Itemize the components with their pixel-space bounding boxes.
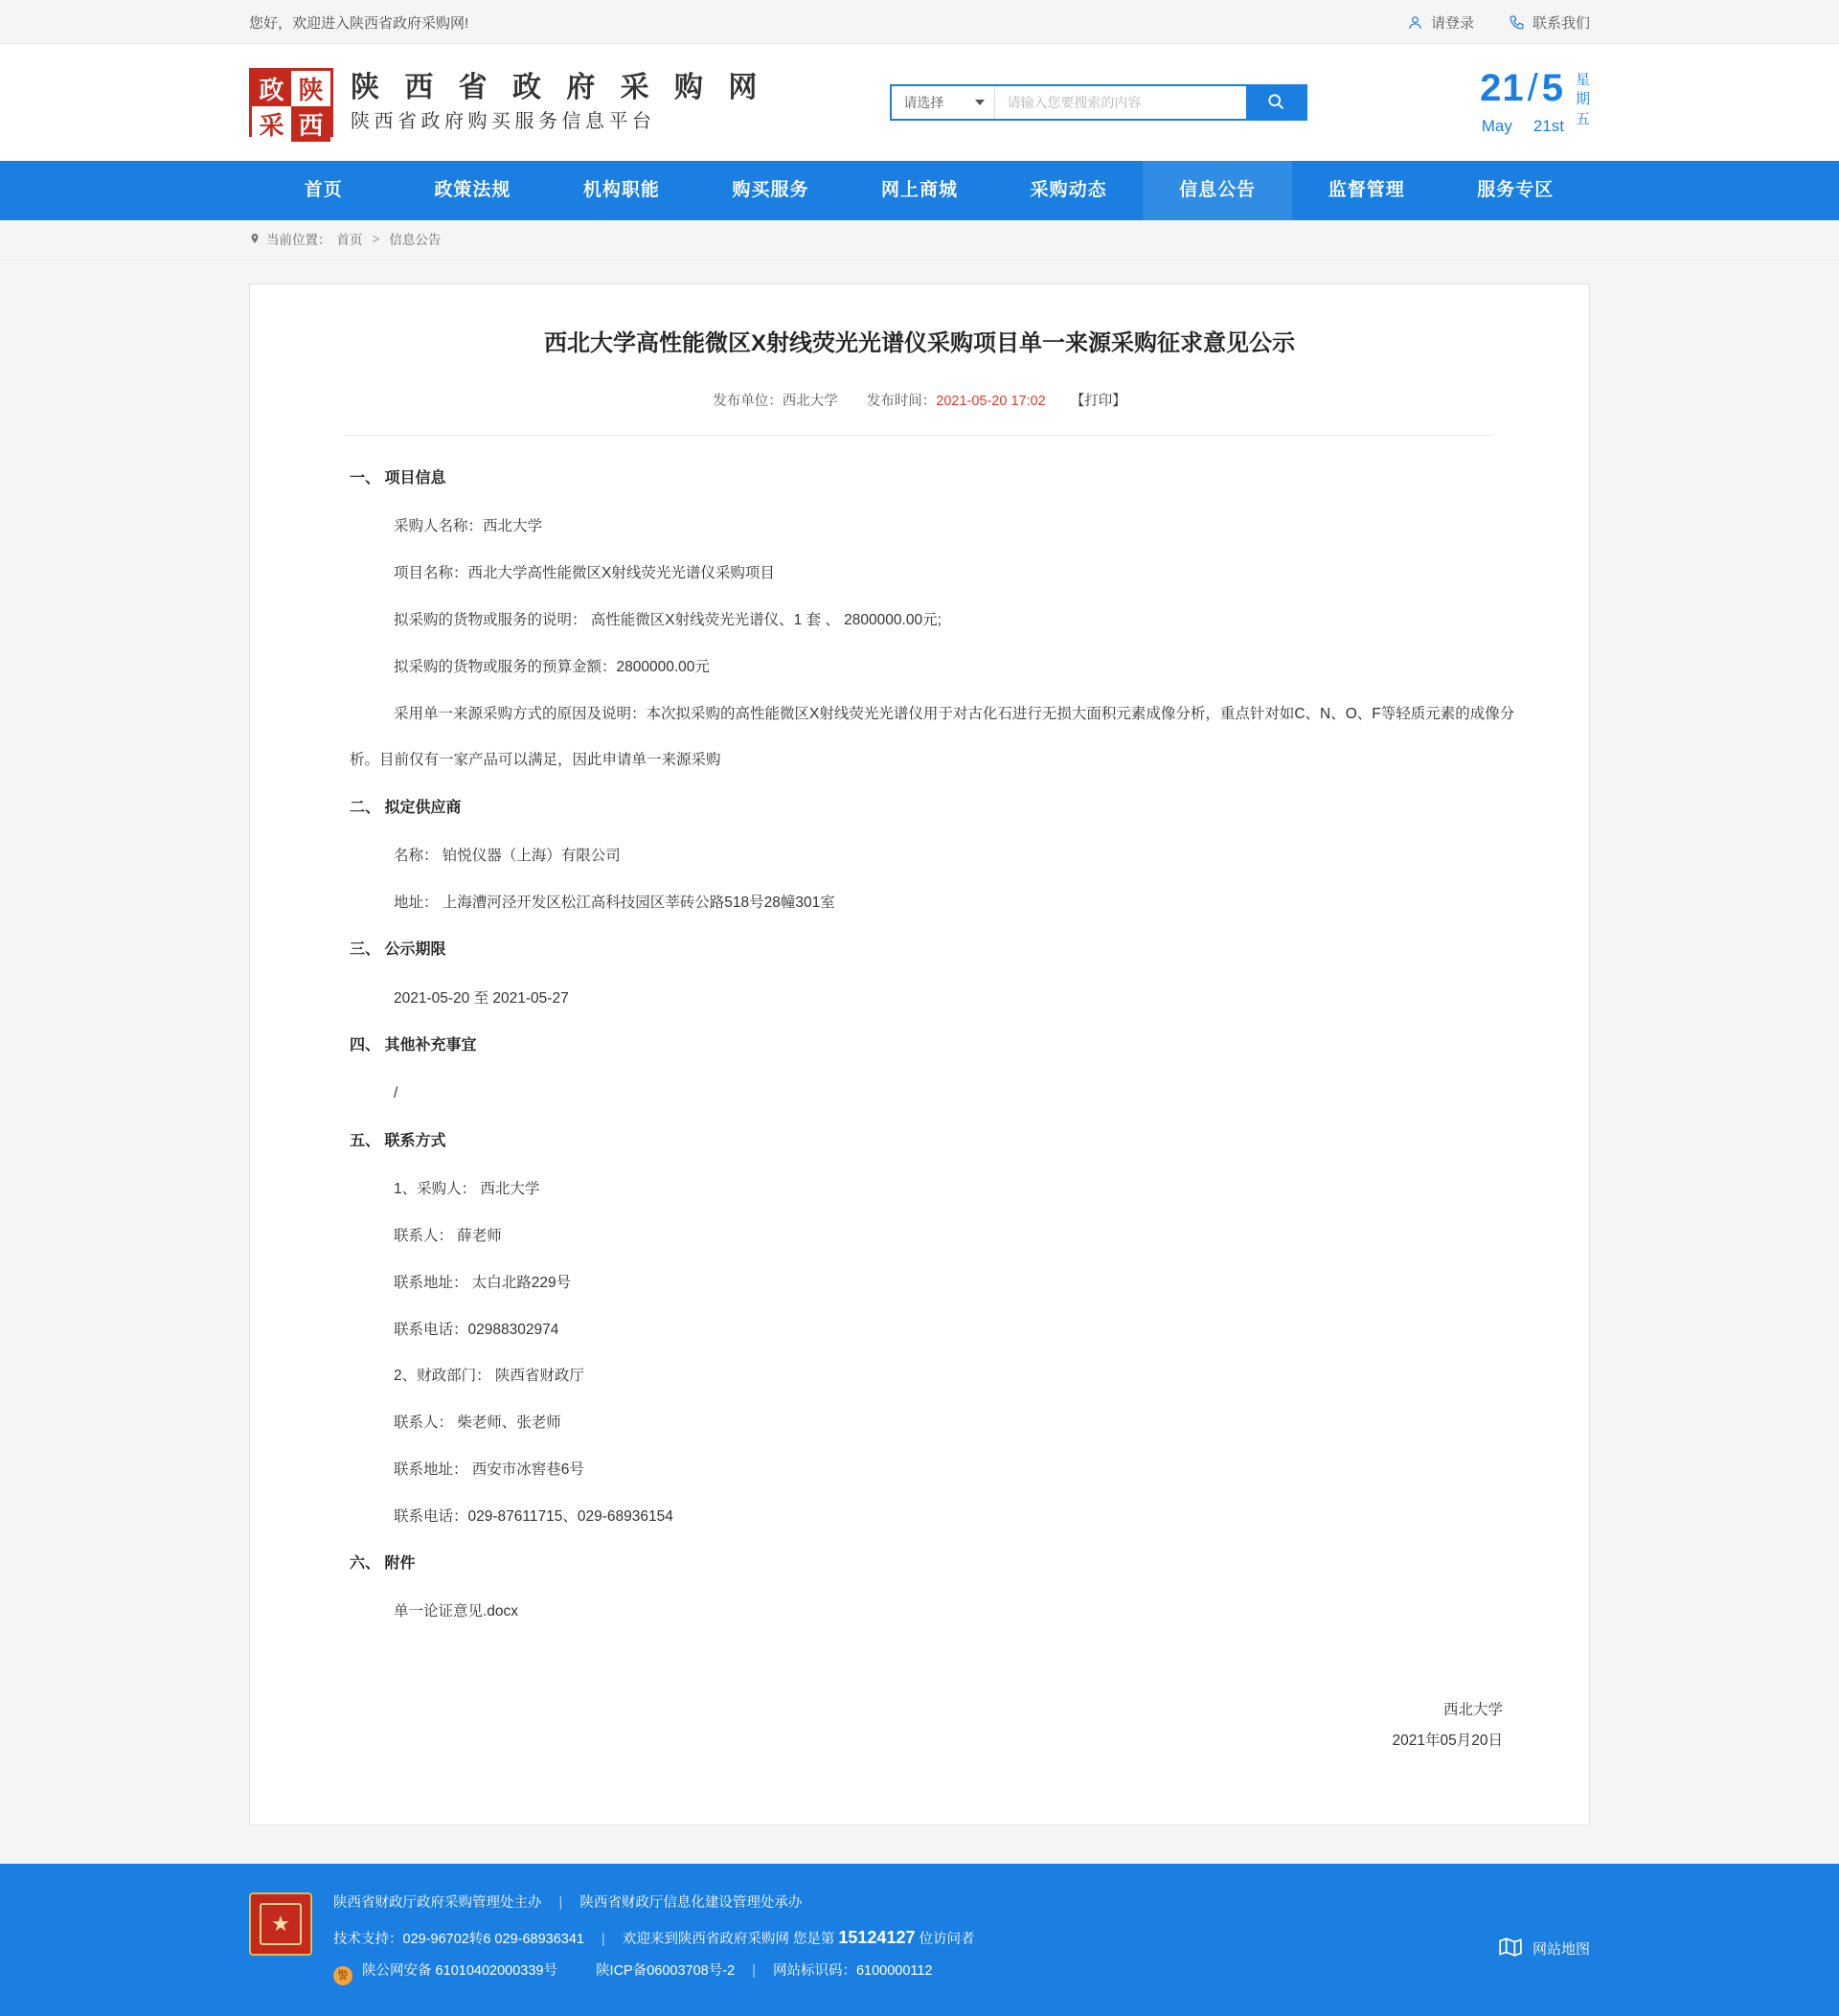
date-month-num: 5 xyxy=(1541,67,1564,109)
contact-label: 联系我们 xyxy=(1532,14,1590,32)
user-icon xyxy=(1407,14,1423,31)
section-5-line-6: 联系人： 柴老师、张老师 xyxy=(394,1415,561,1432)
article-card xyxy=(249,283,1590,1825)
signature-org: 西北大学 xyxy=(1442,1701,1503,1718)
search-area xyxy=(890,84,1307,121)
top-bar xyxy=(0,0,1839,44)
logo-char-1: 政 xyxy=(252,71,291,106)
section-5-line-3: 联系地址： 太白北路229号 xyxy=(394,1274,572,1291)
search-category-label: 请选择 xyxy=(903,95,944,110)
article-signature xyxy=(307,1695,1532,1757)
publisher-value: 西北大学 xyxy=(782,394,838,409)
footer-co-organizer: 陕西省财政厅信息化建设管理处承办 xyxy=(579,1894,803,1911)
section-5-line-1: 1、采购人： 西北大学 xyxy=(394,1181,540,1198)
nav-item-announcements[interactable]: 信息公告 xyxy=(1143,161,1292,220)
section-5-line-4: 联系电话：02988302974 xyxy=(394,1321,559,1338)
phone-icon xyxy=(1509,14,1525,31)
section-2-line-2: 地址： 上海漕河泾开发区松江高科技园区莘砖公路518号28幢301室 xyxy=(394,894,835,911)
footer-icp[interactable]: 陕ICP备06003708号-2 xyxy=(596,1963,736,1980)
divider xyxy=(346,435,1493,436)
date-weekday: 星 期 五 xyxy=(1575,72,1590,127)
sitemap-label: 网站地图 xyxy=(1532,1941,1590,1959)
footer-support: 技术支持：029-96702转6 029-68936341 xyxy=(333,1931,584,1947)
search-button[interactable] xyxy=(1246,86,1305,119)
location-pin-icon xyxy=(249,232,261,245)
map-icon xyxy=(1496,1935,1525,1963)
breadcrumb xyxy=(0,220,1839,257)
login-label: 请登录 xyxy=(1430,14,1474,32)
site-footer xyxy=(0,1864,1839,2016)
attachment-link[interactable]: 单一论证意见.docx xyxy=(394,1603,519,1620)
section-1-line-3: 拟采购的货物或服务的说明： 高性能微区X射线荧光光谱仪、1 套 、 2800000.00元; xyxy=(394,612,942,629)
date-slash: / xyxy=(1527,67,1539,109)
search-input[interactable] xyxy=(995,86,1246,119)
footer-line-3: 警 陕公网安备 61010402000339号 陕ICP备06003708号-2 | 网站标识码：6100000112 xyxy=(333,1957,975,1987)
nav-item-home[interactable]: 首页 xyxy=(304,180,343,200)
nav-item-procurement-news[interactable]: 采购动态 xyxy=(1030,180,1107,200)
breadcrumb-home[interactable]: 首页 xyxy=(336,233,363,247)
login-link[interactable] xyxy=(1407,12,1474,33)
breadcrumb-separator: > xyxy=(372,231,380,246)
logo-char-2: 陕 xyxy=(291,71,330,106)
section-2-title: 二、 拟定供应商 xyxy=(350,799,462,816)
date-widget xyxy=(1480,69,1590,136)
site-title: 陕 西 省 政 府 采 购 网 xyxy=(351,71,766,103)
section-1-line-4: 拟采购的货物或服务的预算金额：2800000.00元 xyxy=(394,658,710,675)
breadcrumb-current[interactable]: 信息公告 xyxy=(389,233,442,247)
visitor-count: 15124127 xyxy=(838,1927,916,1947)
nav-item-online-mall[interactable]: 网上商城 xyxy=(881,180,959,200)
publisher-label: 发布单位： xyxy=(713,394,783,409)
date-month-en: May xyxy=(1481,117,1512,135)
footer-line-1: 陕西省财政厅政府采购管理处主办 | 陕西省财政厅信息化建设管理处承办 xyxy=(333,1894,803,1911)
signature-date: 2021年05月20日 xyxy=(1392,1733,1503,1750)
sitemap-link[interactable] xyxy=(1496,1935,1590,1963)
nav-item-service-zone[interactable]: 服务专区 xyxy=(1477,180,1555,200)
article-body xyxy=(307,463,1532,1628)
page-title: 西北大学高性能微区X射线荧光光谱仪采购项目单一来源采购征求意见公示 xyxy=(543,330,1295,356)
search-icon xyxy=(1266,92,1285,114)
section-5-line-2: 联系人： 薛老师 xyxy=(394,1227,502,1244)
section-2-line-1: 名称： 铂悦仪器（上海）有限公司 xyxy=(394,848,621,865)
section-5-line-8: 联系电话：029-87611715、029-68936154 xyxy=(394,1507,673,1525)
section-5-title: 五、 联系方式 xyxy=(350,1132,446,1149)
section-3-line-1: 2021-05-20 至 2021-05-27 xyxy=(394,989,569,1007)
main-nav xyxy=(0,161,1839,220)
section-1-line-2: 项目名称：西北大学高性能微区X射线荧光光谱仪采购项目 xyxy=(394,565,775,582)
search-category-select[interactable] xyxy=(892,86,995,119)
section-5-line-5: 2、财政部门： 陕西省财政厅 xyxy=(394,1368,584,1385)
publish-time-value: 2021-05-20 17:02 xyxy=(936,394,1046,409)
footer-site-code: 网站标识码：6100000112 xyxy=(772,1963,933,1980)
article-meta xyxy=(307,390,1532,410)
section-1-line-5-cont: 析。目前仅有一家产品可以满足，因此申请单一来源采购 xyxy=(350,752,721,769)
footer-line-2: 技术支持：029-96702转6 029-68936341 | 欢迎来到陕西省政府采购网 您是第 15124127 位访问者 xyxy=(333,1927,975,1947)
section-1-title: 一、 项目信息 xyxy=(350,470,446,487)
site-header xyxy=(0,44,1839,161)
footer-visitor-suffix: 位访问者 xyxy=(919,1931,975,1947)
site-subtitle: 陕西省政府购买服务信息平台 xyxy=(351,111,656,133)
date-day: 21 xyxy=(1480,67,1525,109)
chevron-down-icon xyxy=(975,100,985,105)
section-5-line-7: 联系地址： 西安市冰窖巷6号 xyxy=(394,1461,584,1478)
footer-police-record[interactable]: 陕公网安备 61010402000339号 xyxy=(362,1963,557,1980)
nav-item-supervision[interactable]: 监督管理 xyxy=(1328,180,1405,200)
police-badge-icon: 警 xyxy=(333,1966,352,1985)
section-1-line-5: 采用单一来源采购方式的原因及说明：本次拟采购的高性能微区X射线荧光光谱仪用于对古化石进行无损大面积元素成像分析，重点针对如C、N、O、F等轻质元素的成像分 xyxy=(394,705,1515,722)
site-logo[interactable] xyxy=(249,68,766,141)
police-emblem-icon: ★ xyxy=(249,1892,312,1956)
section-6-title: 六、 附件 xyxy=(350,1555,416,1573)
section-4-line-1: / xyxy=(394,1085,398,1102)
contact-link[interactable] xyxy=(1509,12,1590,33)
publish-time-label: 发布时间： xyxy=(866,394,937,409)
logo-emblem-icon xyxy=(249,68,333,141)
section-4-title: 四、 其他补充事宜 xyxy=(350,1036,477,1053)
footer-organizer: 陕西省财政厅政府采购管理处主办 xyxy=(333,1894,542,1911)
welcome-text: 您好，欢迎进入陕西省政府采购网! xyxy=(249,14,469,32)
logo-char-4: 西 xyxy=(291,106,330,142)
nav-item-purchase-service[interactable]: 购买服务 xyxy=(732,180,809,200)
nav-item-functions[interactable]: 机构职能 xyxy=(582,180,660,200)
section-1-line-1: 采购人名称：西北大学 xyxy=(394,518,543,535)
logo-char-3: 采 xyxy=(252,106,291,142)
footer-visitor-label: 欢迎来到陕西省政府采购网 您是第 xyxy=(622,1931,835,1947)
date-day-en: 21st xyxy=(1532,117,1564,135)
section-3-title: 三、 公示期限 xyxy=(350,941,446,959)
main-content xyxy=(0,257,1839,1864)
breadcrumb-prefix: 当前位置： xyxy=(266,233,331,247)
print-button[interactable]: 【打印】 xyxy=(1070,394,1126,409)
nav-item-policy[interactable]: 政策法规 xyxy=(434,180,511,200)
